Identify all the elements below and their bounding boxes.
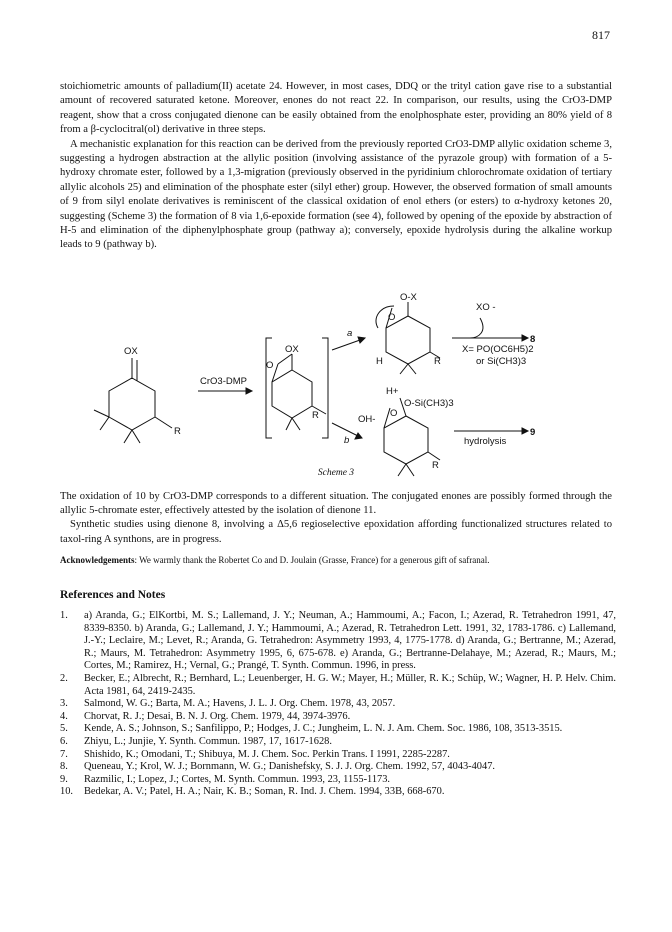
x-definition-1: X= PO(OC6H5)2 (462, 344, 534, 355)
reference-text: Kende, A. S.; Johnson, S.; Sanfilippo, P.; Hodges, J. C.; Jungheim, L. N. J. Am. Chem. Soc. 1986, 108, 3513-3515. (84, 723, 563, 735)
acknowledgements-label: Acknowledgements (60, 554, 135, 565)
reference-number: 6. (60, 735, 68, 747)
paragraph-4: Synthetic studies using dienone 8, involving a Δ5,6 regioselective epoxidation affording functionalized structures related to taxol-ring A synthons, are in progress. (60, 519, 612, 545)
oh-minus-label: OH- (358, 414, 376, 425)
reference-item (60, 610, 616, 673)
r-label-2: R (312, 410, 319, 421)
h-plus-label: H+ (386, 386, 399, 397)
reference-text: Becker, E.; Albrecht, R.; Bernhard, L.; Leuenberger, H. G. W.; Mayer, H.; Müller, R. K.; Schüp, W.; Wagner, H. P. Helv. Chim. Acta 1981, 64, 2419-2435. (84, 672, 616, 697)
page-number: 817 (592, 28, 610, 42)
reference-item (60, 774, 616, 787)
reference-number: 10. (60, 786, 73, 798)
reference-text: a) Aranda, G.; ElKortbi, M. S.; Lallemand, J. Y.; Neuman, A.; Hammoumi, A.; Facon, I.; Azerad, R. Tetrahedron 1991, 47, 8339-8350. b) Aranda, G.; Lallemand, J. Y.; Hammoumi, A.; Azerad, R. Tetrahedron Lett. 1991, 32, 1783-1786. c) Lallemand, J.-Y.; Leclaire, M.; Levet, R.; Aranda, G. Tetrahedron: Asymmetry 1993, 4, 1775-1778. d) Aranda, G.; Bertranne, M.; Azerad, R.; Maurs, M. Tetrahedron: Asymmetry 1995, 6, 675-678. e) Aranda, G.; Bertranne-Delahaye, M.; Azerad, R.; Maurs, M.; Cortes, M.; Ramirez, H.; Vernal, G.; Prangé, T. Synth. Commun. 1996, in press. (84, 610, 616, 672)
osi-label: O-Si(CH3)3 (404, 398, 454, 409)
reagent-label: CrO3-DMP (200, 376, 247, 387)
scheme-3-diagram (60, 288, 612, 483)
product-8-label: 8 (530, 334, 536, 345)
reference-item (60, 749, 616, 762)
o-bottom-label: O (390, 408, 398, 419)
reference-list (60, 610, 616, 799)
reference-number: 5. (60, 723, 68, 735)
reference-number: 9. (60, 773, 68, 785)
references-title: References and Notes (60, 589, 166, 601)
path-b-label: b (344, 435, 350, 446)
reference-number: 7. (60, 748, 68, 760)
reference-text: Salmond, W. G.; Barta, M. A.; Havens, J. L. J. Org. Chem. 1978, 43, 2057. (84, 698, 396, 710)
reference-text: Shishido, K.; Omodani, T.; Shibuya, M. J. Chem. Soc. Perkin Trans. I 1991, 2285-2287. (84, 748, 450, 760)
reference-text: Razmilic, I.; Lopez, J.; Cortes, M. Synth. Commun. 1993, 23, 1155-1173. (84, 773, 391, 785)
top-ring (376, 302, 440, 374)
product-9-label: 9 (530, 427, 536, 438)
reference-number: 8. (60, 761, 68, 773)
o-top-label: O (388, 312, 396, 323)
reference-text: Chorvat, R. J.; Desai, B. N. J. Org. Chem. 1979, 44, 3974-3976. (84, 710, 351, 722)
reference-item (60, 711, 616, 724)
body-text (60, 80, 612, 253)
reaction-scheme (60, 288, 612, 483)
reference-number: 4. (60, 710, 68, 722)
ox-label-1: OX (124, 346, 138, 357)
paragraph-1: stoichiometric amounts of palladium(II) acetate 24. However, in most cases, DDQ or the trityl cation gave rise to a substantial amount of recovered saturated ketone. Moreover, enones do not react 22. In comparison, our results, using the CrO3-DMP reagent, show that a cross conjugated dienone can be easily obtained from the enolphosphate ester, providing an 80% yield of 8 from a β-cyclocitral(ol) derivative in three steps. (60, 81, 612, 136)
reference-number: 3. (60, 698, 68, 710)
h-top-label: H (376, 356, 383, 367)
ox-top-label: O-X (400, 292, 417, 303)
reference-item (60, 723, 616, 736)
reference-item (60, 736, 616, 749)
starting-ring (94, 358, 172, 443)
reference-text: Queneau, Y.; Krol, W. J.; Bornmann, W. G.; Danishefsky, S. J. J. Org. Chem. 1992, 57, 4043-4047. (84, 761, 495, 773)
reference-item (60, 786, 616, 799)
r-bottom-label: R (432, 460, 439, 471)
reference-number: 2. (60, 672, 68, 684)
acknowledgements-text: : We warmly thank the Robertet Co and D. Joulain (Grasse, France) for a generous gift of safranal. (134, 554, 490, 565)
path-a-label: a (347, 328, 353, 339)
r-label-1: R (174, 426, 181, 437)
paragraph-3: The oxidation of 10 by CrO3-DMP corresponds to a different situation. The conjugated enones are possibly formed through the allylic 5-chromate ester, effectively attested by the isolation of dienone 11. (60, 491, 612, 517)
r-top-label: R (434, 356, 441, 367)
reference-item (60, 673, 616, 698)
x-definition-2: or Si(CH3)3 (476, 356, 527, 367)
acknowledgements (60, 553, 612, 567)
reference-text: Bedekar, A. V.; Patel, H. A.; Nair, K. B.; Soman, R. Ind. J. Chem. 1994, 33B, 668-670. (84, 786, 445, 798)
reference-text: Zhiyu, L.; Junjie, Y. Synth. Commun. 1987, 17, 1617-1628. (84, 735, 332, 747)
hydrolysis-label: hydrolysis (464, 436, 507, 447)
conclusion-text (60, 490, 612, 567)
reference-item (60, 698, 616, 711)
xo-minus-label: XO - (476, 302, 496, 313)
paragraph-2: A mechanistic explanation for this reaction can be derived from the previously reported CrO3-DMP allylic oxidation scheme 3, suggesting a hydrogen abstraction at the allylic position (involving assistance of the pyrazole group) with formation of a 5-hydroxy chromate ester, followed by a 1,3-migration (previously observed in the pyridinium chlorochromate oxidation of tertiary allylic alcohols 25) and elimination of the phosphate ester (silyl ether) group. However, the observed formation of small amounts of 9 from silyl enolate derivatives is reminiscent of the classical oxidation of enol ethers (or esters) to α-hydroxy ketones 20, suggesting (Scheme 3) the formation of 8 via 1,6-epoxide formation (see 4), followed by opening of the epoxide by abstraction of H-5 and elimination of the diphenylphosphate group (pathway a); conversely, epoxide hydrolysis during the alkaline workup leads to 9 (pathway b). (60, 138, 612, 251)
reference-item (60, 761, 616, 774)
ox-label-2: OX (285, 344, 299, 355)
scheme-caption: Scheme 3 (317, 468, 355, 478)
reference-number: 1. (60, 610, 68, 621)
o-label-2: O (266, 360, 274, 371)
